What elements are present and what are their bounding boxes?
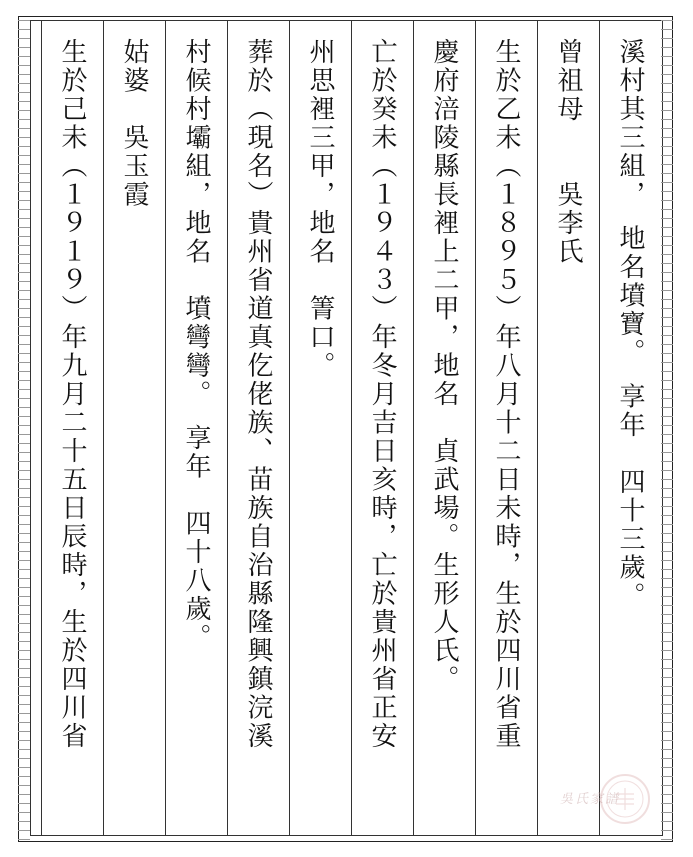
edge-rule-tick xyxy=(661,722,673,723)
edge-rule-tick xyxy=(661,821,673,822)
edge-rule-tick xyxy=(18,299,30,300)
edge-rule-tick xyxy=(18,821,30,822)
text-column-5 xyxy=(351,20,413,836)
edge-rule-tick xyxy=(18,380,30,381)
edge-rule-tick xyxy=(661,236,673,237)
edge-rule-tick xyxy=(661,398,673,399)
text-column-2 xyxy=(537,20,599,836)
edge-rule-tick xyxy=(661,677,673,678)
edge-rule-tick xyxy=(661,587,673,588)
edge-rule-tick xyxy=(18,74,30,75)
edge-rule-tick xyxy=(18,227,30,228)
text-column-3 xyxy=(475,20,537,836)
column-text: 亡於癸未（１９４３）年冬月吉日亥時，亡於貴州省正安 xyxy=(367,38,397,751)
edge-rule-tick xyxy=(661,740,673,741)
edge-rule-tick xyxy=(18,479,30,480)
edge-rule-tick xyxy=(18,542,30,543)
edge-rule-tick xyxy=(18,182,30,183)
edge-rule-tick xyxy=(18,605,30,606)
edge-rule-tick xyxy=(661,776,673,777)
watermark-text: 吳氏家譜 xyxy=(560,792,621,807)
edge-rule-tick xyxy=(661,110,673,111)
edge-rule-tick xyxy=(661,335,673,336)
edge-rule-tick xyxy=(18,137,30,138)
column-text: 溪村其三組， 地名墳寶。 享年 四十三歲。 xyxy=(615,38,645,611)
edge-rule-tick xyxy=(661,290,673,291)
edge-rule-tick xyxy=(661,767,673,768)
edge-rule-tick xyxy=(661,263,673,264)
edge-rule-tick xyxy=(661,749,673,750)
edge-rule-tick xyxy=(661,731,673,732)
edge-rule-tick xyxy=(18,290,30,291)
edge-rule-tick xyxy=(18,173,30,174)
column-text: 州思裡三甲，地名 箐口。 xyxy=(305,38,335,380)
text-column-7 xyxy=(227,20,289,836)
edge-rule-tick xyxy=(18,326,30,327)
edge-rule-tick xyxy=(661,497,673,498)
edge-rule-tick xyxy=(18,245,30,246)
edge-rule-tick xyxy=(661,668,673,669)
edge-rule-tick xyxy=(661,164,673,165)
edge-rule-tick xyxy=(18,65,30,66)
edge-rule-tick xyxy=(661,614,673,615)
edge-rule-tick xyxy=(661,191,673,192)
edge-rule-tick xyxy=(18,272,30,273)
edge-rule-tick xyxy=(18,407,30,408)
edge-rule-tick xyxy=(18,704,30,705)
edge-rule-tick xyxy=(661,38,673,39)
edge-rule-tick xyxy=(661,155,673,156)
edge-rule-tick xyxy=(18,632,30,633)
edge-rule-tick xyxy=(661,317,673,318)
edge-rule-tick xyxy=(18,254,30,255)
edge-rule-tick xyxy=(661,272,673,273)
edge-rule-tick xyxy=(18,623,30,624)
edge-rule-tick xyxy=(661,20,673,21)
edge-rule-tick xyxy=(18,425,30,426)
edge-rule-tick xyxy=(18,83,30,84)
edge-rule-tick xyxy=(18,749,30,750)
edge-rule-tick xyxy=(18,785,30,786)
column-text: 曾祖母 吳李氏 xyxy=(553,38,583,266)
edge-rule-tick xyxy=(661,83,673,84)
edge-rule-tick xyxy=(18,56,30,57)
text-column-1 xyxy=(599,20,661,836)
edge-rule-tick xyxy=(18,767,30,768)
edge-rule-tick xyxy=(18,164,30,165)
edge-rule-tick xyxy=(661,92,673,93)
text-column-8 xyxy=(165,20,227,836)
column-text: 村候村壩組，地名 墳彎彎。 享年 四十八歲。 xyxy=(181,38,211,652)
text-column-9 xyxy=(103,20,165,836)
edge-rule-tick xyxy=(661,488,673,489)
edge-rule-tick xyxy=(661,128,673,129)
edge-rule-tick xyxy=(661,74,673,75)
edge-rule-tick xyxy=(661,254,673,255)
edge-rule-tick xyxy=(661,785,673,786)
edge-rule-tick xyxy=(661,56,673,57)
edge-rule-tick xyxy=(18,830,30,831)
edge-rule-tick xyxy=(661,200,673,201)
edge-rule-tick xyxy=(18,659,30,660)
edge-rule-tick xyxy=(661,416,673,417)
edge-rule-tick xyxy=(18,650,30,651)
edge-rule-tick xyxy=(18,758,30,759)
edge-rule-tick xyxy=(661,182,673,183)
edge-rule-tick xyxy=(661,479,673,480)
edge-rule-tick xyxy=(661,407,673,408)
edge-rule-tick xyxy=(661,344,673,345)
edge-rule-tick xyxy=(18,47,30,48)
edge-rule-tick xyxy=(18,677,30,678)
edge-rule-tick xyxy=(661,227,673,228)
edge-rule-tick xyxy=(661,389,673,390)
edge-rule-tick xyxy=(18,362,30,363)
left-edge-rules xyxy=(18,16,30,842)
edge-rule-tick xyxy=(661,281,673,282)
edge-rule-tick xyxy=(18,578,30,579)
edge-rule-tick xyxy=(18,263,30,264)
edge-rule-tick xyxy=(661,605,673,606)
edge-rule-tick xyxy=(18,497,30,498)
edge-rule-tick xyxy=(18,776,30,777)
edge-rule-tick xyxy=(661,308,673,309)
edge-rule-tick xyxy=(661,209,673,210)
edge-rule-tick xyxy=(661,533,673,534)
edge-rule-tick xyxy=(18,731,30,732)
edge-rule-tick xyxy=(18,335,30,336)
column-text: 葬於（現名）貴州省道真仡佬族、苗族自治縣隆興鎮浣溪 xyxy=(243,38,273,751)
edge-rule-tick xyxy=(661,803,673,804)
edge-rule-tick xyxy=(661,704,673,705)
edge-rule-tick xyxy=(18,218,30,219)
edge-rule-tick xyxy=(18,695,30,696)
edge-rule-tick xyxy=(18,569,30,570)
edge-rule-tick xyxy=(661,830,673,831)
edge-rule-tick xyxy=(661,434,673,435)
edge-rule-tick xyxy=(661,173,673,174)
edge-rule-tick xyxy=(18,452,30,453)
edge-rule-tick xyxy=(661,686,673,687)
edge-rule-tick xyxy=(18,488,30,489)
edge-rule-tick xyxy=(661,470,673,471)
edge-rule-tick xyxy=(18,128,30,129)
edge-rule-tick xyxy=(661,812,673,813)
edge-rule-tick xyxy=(18,344,30,345)
edge-rule-tick xyxy=(18,614,30,615)
column-text: 慶府涪陵縣長裡上二甲，地名 貞武場。生形人氏。 xyxy=(429,38,459,694)
edge-rule-tick xyxy=(18,524,30,525)
text-column-6 xyxy=(289,20,351,836)
edge-rule-tick xyxy=(661,299,673,300)
edge-rule-tick xyxy=(661,758,673,759)
edge-rule-tick xyxy=(18,443,30,444)
edge-rule-tick xyxy=(661,650,673,651)
edge-rule-tick xyxy=(661,515,673,516)
edge-rule-tick xyxy=(661,578,673,579)
edge-rule-tick xyxy=(661,839,673,840)
edge-rule-tick xyxy=(661,443,673,444)
text-column-10 xyxy=(41,20,103,836)
column-text: 生於己未（１９１９）年九月二十五日辰時，生於四川省 xyxy=(57,38,87,751)
edge-rule-tick xyxy=(18,839,30,840)
edge-rule-tick xyxy=(661,659,673,660)
edge-rule-tick xyxy=(661,371,673,372)
edge-rule-tick xyxy=(18,101,30,102)
edge-rule-tick xyxy=(661,425,673,426)
edge-rule-tick xyxy=(661,632,673,633)
edge-rule-tick xyxy=(661,47,673,48)
edge-rule-tick xyxy=(18,236,30,237)
edge-rule-tick xyxy=(661,218,673,219)
edge-rule-tick xyxy=(661,551,673,552)
edge-rule-tick xyxy=(661,569,673,570)
edge-rule-tick xyxy=(661,380,673,381)
edge-rule-tick xyxy=(18,416,30,417)
edge-rule-tick xyxy=(18,740,30,741)
edge-rule-tick xyxy=(661,461,673,462)
edge-rule-tick xyxy=(18,434,30,435)
edge-rule-tick xyxy=(661,524,673,525)
edge-rule-tick xyxy=(661,542,673,543)
edge-rule-tick xyxy=(18,515,30,516)
edge-rule-tick xyxy=(18,191,30,192)
edge-rule-tick xyxy=(18,209,30,210)
edge-rule-tick xyxy=(18,470,30,471)
edge-rule-tick xyxy=(18,587,30,588)
edge-rule-tick xyxy=(18,596,30,597)
edge-rule-tick xyxy=(661,641,673,642)
edge-rule-tick xyxy=(18,371,30,372)
edge-rule-tick xyxy=(661,29,673,30)
edge-rule-tick xyxy=(18,398,30,399)
edge-rule-tick xyxy=(18,794,30,795)
edge-rule-tick xyxy=(661,362,673,363)
edge-rule-tick xyxy=(661,326,673,327)
edge-rule-tick xyxy=(18,281,30,282)
edge-rule-tick xyxy=(661,137,673,138)
edge-rule-tick xyxy=(18,713,30,714)
edge-rule-tick xyxy=(18,29,30,30)
edge-rule-tick xyxy=(18,812,30,813)
edge-rule-tick xyxy=(18,668,30,669)
column-text: 姑婆 吳玉霞 xyxy=(119,38,149,209)
edge-rule-tick xyxy=(661,506,673,507)
edge-rule-tick xyxy=(661,623,673,624)
edge-rule-tick xyxy=(661,101,673,102)
edge-rule-tick xyxy=(18,560,30,561)
text-column-4 xyxy=(413,20,475,836)
edge-rule-tick xyxy=(661,596,673,597)
edge-rule-tick xyxy=(18,551,30,552)
edge-rule-tick xyxy=(18,110,30,111)
edge-rule-tick xyxy=(18,722,30,723)
edge-rule-tick xyxy=(661,695,673,696)
edge-rule-tick xyxy=(18,641,30,642)
edge-rule-tick xyxy=(18,389,30,390)
edge-rule-tick xyxy=(18,38,30,39)
edge-rule-tick xyxy=(661,353,673,354)
edge-rule-tick xyxy=(661,794,673,795)
edge-rule-tick xyxy=(661,713,673,714)
edge-rule-tick xyxy=(661,65,673,66)
edge-rule-tick xyxy=(18,92,30,93)
edge-rule-tick xyxy=(18,119,30,120)
edge-rule-tick xyxy=(18,308,30,309)
column-text: 生於乙未（１８９５）年八月十二日未時，生於四川省重 xyxy=(491,38,521,751)
edge-rule-tick xyxy=(18,686,30,687)
edge-rule-tick xyxy=(661,452,673,453)
edge-rule-tick xyxy=(18,20,30,21)
edge-rule-tick xyxy=(18,146,30,147)
edge-rule-tick xyxy=(661,119,673,120)
edge-rule-tick xyxy=(18,200,30,201)
edge-rule-tick xyxy=(18,317,30,318)
edge-rule-tick xyxy=(661,245,673,246)
edge-rule-tick xyxy=(18,461,30,462)
edge-rule-tick xyxy=(661,560,673,561)
right-edge-rules xyxy=(661,16,673,842)
edge-rule-tick xyxy=(18,803,30,804)
edge-rule-tick xyxy=(18,155,30,156)
edge-rule-tick xyxy=(661,146,673,147)
edge-rule-tick xyxy=(18,506,30,507)
edge-rule-tick xyxy=(18,353,30,354)
edge-rule-tick xyxy=(18,533,30,534)
